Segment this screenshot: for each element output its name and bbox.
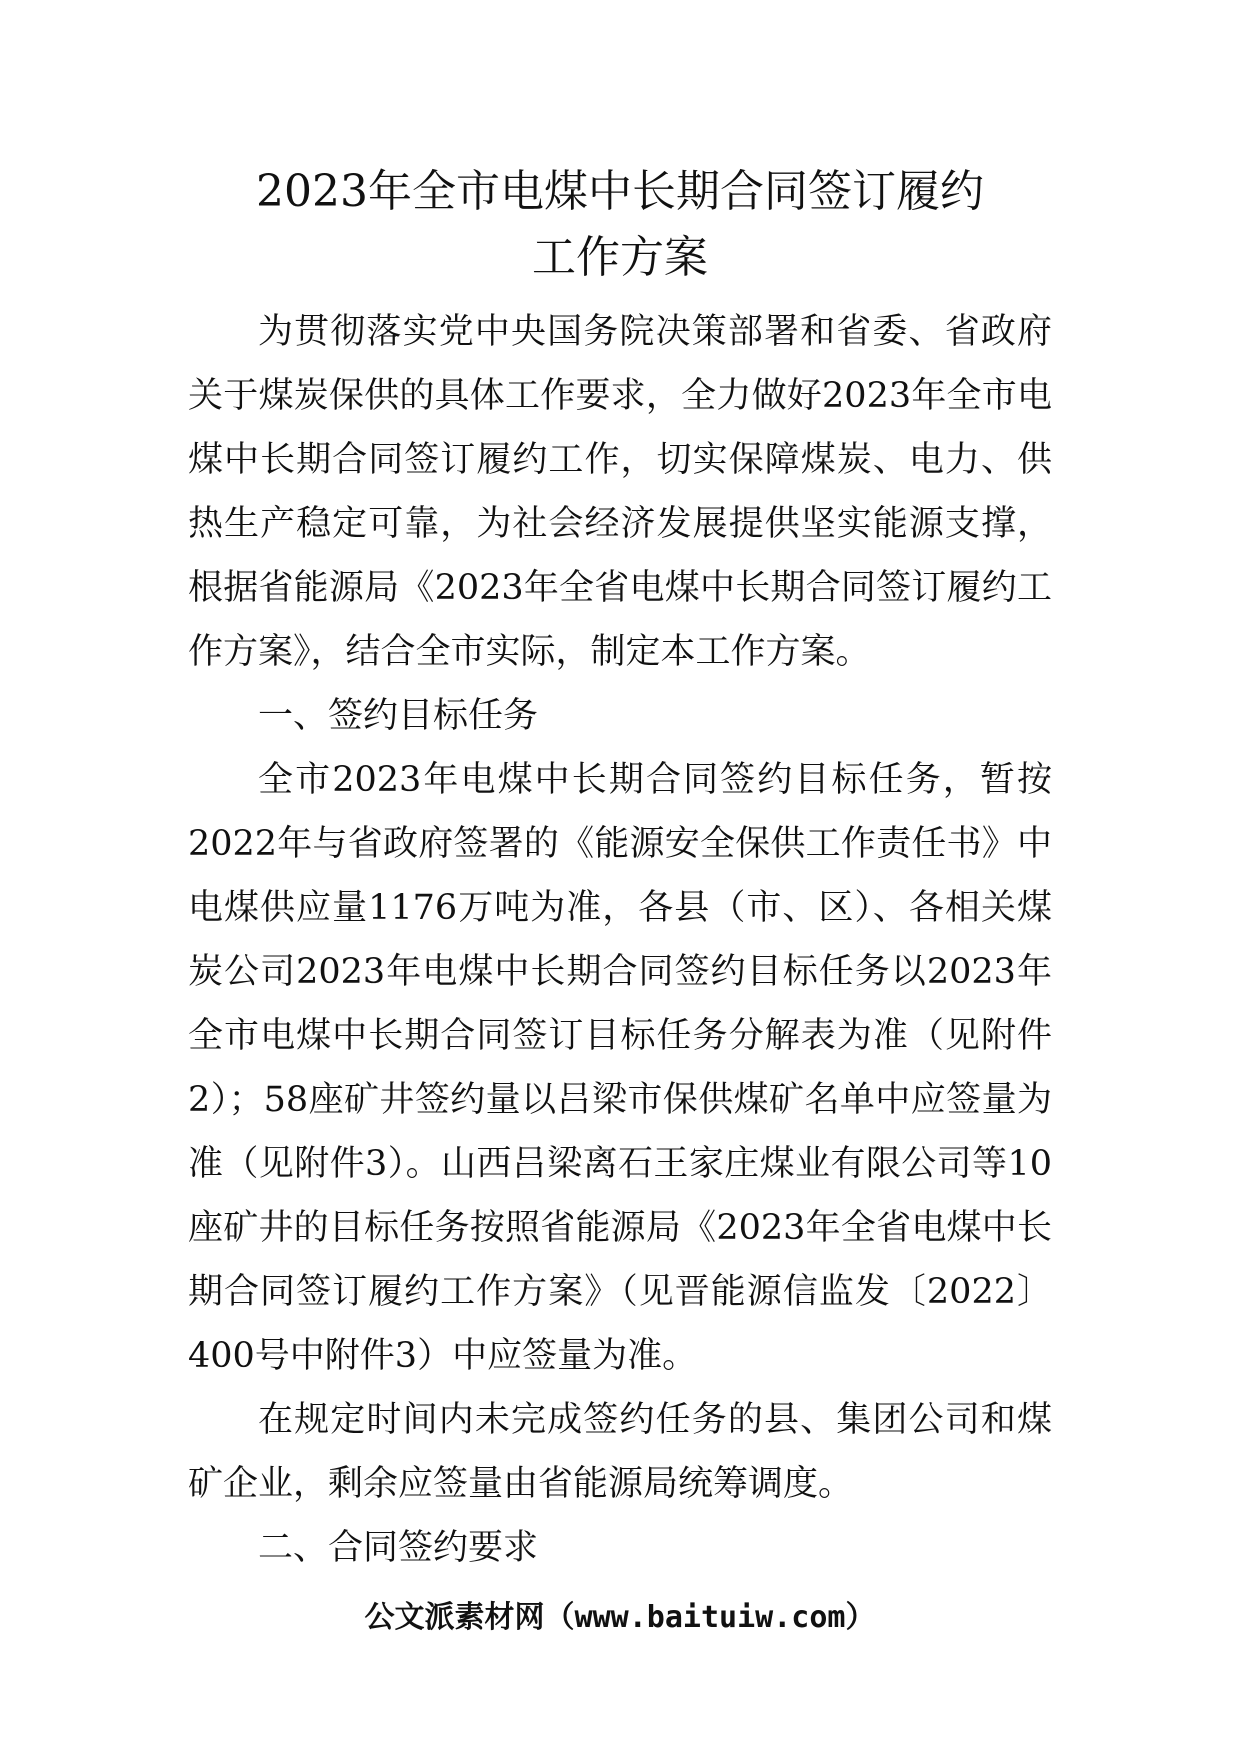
section-heading-2: 二、合同签约要求 [258,1528,539,1568]
document-title-line-1: 2023年全市电煤中长期合同签订履约 [256,166,984,217]
intro-paragraph: 为贯彻落实党中央国务院决策部署和省委、省政府关于煤炭保供的具体工作要求，全力做好2023年全市电煤中长期合同签订履约工作，切实保障煤炭、电力、供热生产稳定可靠，为社会经济发展提供坚实能源支撑，根据省能源局《2023年全省电煤中长期合同签订履约工作方案》，结合全市实际，制定本工作方案。 [188,312,1052,672]
document-title-line-2: 工作方案 [532,232,708,283]
section-1-paragraph: 全市2023年电煤中长期合同签约目标任务，暂按2022年与省政府签署的《能源安全保供工作责任书》中电煤供应量1176万吨为准，各县（市、区）、各相关煤炭公司2023年电煤中长期合同签约目标任务以2023年全市电煤中长期合同签订目标任务分解表为准（见附件2）；58座矿井签约量以吕梁市保供煤矿名单中应签量为准（见附件3）。山西吕梁离石王家庄煤业有限公司等10座矿井的目标任务按照省能源局《2023年全省电煤中长期合同签订履约工作方案》（见晋能源信监发〔2022〕400号中附件3）中应签量为准。 [188,760,1052,1376]
page-body [188,300,1052,1580]
section-heading-1: 一、签约目标任务 [258,696,539,736]
section-1-paragraph-2: 在规定时间内未完成签约任务的县、集团公司和煤矿企业，剩余应签量由省能源局统筹调度。 [188,1400,1052,1504]
footer-watermark: 公文派素材网（www.baituiw.com） [364,1600,876,1635]
